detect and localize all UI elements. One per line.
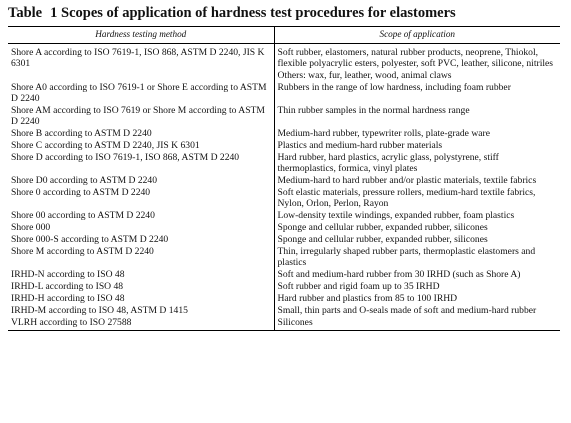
table-row bbox=[8, 305, 560, 317]
table-title-label: Table bbox=[8, 5, 43, 21]
table-row bbox=[8, 210, 560, 222]
method-cell: Shore AM according to ISO 7619 or Shore M according to ASTM D 2240 bbox=[11, 105, 265, 127]
method-cell: IRHD-H according to ISO 48 bbox=[11, 293, 125, 304]
table-row bbox=[8, 152, 560, 175]
scope-cell: Thin rubber samples in the normal hardness range bbox=[274, 105, 560, 128]
table-row bbox=[8, 82, 560, 105]
method-cell: Shore D0 according to ASTM D 2240 bbox=[11, 175, 158, 186]
table-row bbox=[8, 222, 560, 234]
table-row bbox=[8, 70, 560, 82]
scope-cell: Hard rubber, hard plastics, acrylic glass, polystyrene, stiff thermoplastics, formica, vinyl plates bbox=[274, 152, 560, 175]
table-row bbox=[8, 269, 560, 281]
scope-cell: Hard rubber and plastics from 85 to 100 IRHD bbox=[274, 293, 560, 305]
scope-cell: Medium-hard to hard rubber and/or plastic materials, textile fabrics bbox=[274, 175, 560, 187]
table-row bbox=[8, 281, 560, 293]
scope-cell: Soft elastic materials, pressure rollers, medium-hard textile fabrics, Nylon, Orlon, Perlon, Rayon bbox=[274, 187, 560, 210]
scope-cell: Sponge and cellular rubber, expanded rubber, silicones bbox=[274, 222, 560, 234]
column-header-scope: Scope of application bbox=[274, 27, 560, 44]
table-row bbox=[8, 140, 560, 152]
table-row bbox=[8, 317, 560, 331]
method-cell: IRHD-N according to ISO 48 bbox=[11, 269, 125, 280]
table-row bbox=[8, 175, 560, 187]
scope-cell: Small, thin parts and O-seals made of soft and medium-hard rubber bbox=[274, 305, 560, 317]
scope-cell: Thin, irregularly shaped rubber parts, thermoplastic elastomers and plastics bbox=[274, 246, 560, 269]
column-header-method: Hardness testing method bbox=[8, 27, 274, 44]
table-title bbox=[4, 4, 567, 26]
table-row bbox=[8, 128, 560, 140]
scope-cell: Soft rubber, elastomers, natural rubber products, neoprene, Thiokol, flexible polyacrylic esters, polyester, soft PVC, leather, silicone, nitriles bbox=[274, 44, 560, 70]
scope-cell: Low-density textile windings, expanded rubber, foam plastics bbox=[274, 210, 560, 222]
method-cell: Shore 000 bbox=[11, 222, 51, 233]
scope-cell: Others: wax, fur, leather, wood, animal claws bbox=[274, 70, 560, 82]
method-cell: IRHD-L according to ISO 48 bbox=[11, 281, 124, 292]
method-cell: Shore B according to ASTM D 2240 bbox=[11, 128, 152, 139]
table-row bbox=[8, 187, 560, 210]
method-cell: Shore A according to ISO 7619-1, ISO 868, ASTM D 2240, JIS K 6301 bbox=[11, 47, 265, 69]
table-row bbox=[8, 246, 560, 269]
scope-cell: Soft and medium-hard rubber from 30 IRHD (such as Shore A) bbox=[274, 269, 560, 281]
scope-cell: Silicones bbox=[274, 317, 560, 331]
method-cell: Shore A0 according to ISO 7619-1 or Shore E according to ASTM D 2240 bbox=[11, 82, 267, 104]
table-row bbox=[8, 293, 560, 305]
scope-cell: Rubbers in the range of low hardness, including foam rubber bbox=[274, 82, 560, 105]
method-cell: Shore D according to ISO 7619-1, ISO 868, ASTM D 2240 bbox=[11, 152, 240, 163]
table-row bbox=[8, 105, 560, 128]
method-cell: Shore 0 according to ASTM D 2240 bbox=[11, 187, 151, 198]
method-cell bbox=[8, 70, 274, 82]
scope-cell: Medium-hard rubber, typewriter rolls, plate-grade ware bbox=[274, 128, 560, 140]
table-title-text: 1 Scopes of application of hardness test procedures for elastomers bbox=[50, 5, 456, 21]
hardness-methods-table bbox=[8, 26, 560, 331]
method-cell: Shore M according to ASTM D 2240 bbox=[11, 246, 154, 257]
table-row bbox=[8, 44, 560, 70]
method-cell: Shore 00 according to ASTM D 2240 bbox=[11, 210, 155, 221]
scope-cell: Plastics and medium-hard rubber materials bbox=[274, 140, 560, 152]
scope-cell: Sponge and cellular rubber, expanded rubber, silicones bbox=[274, 234, 560, 246]
scope-cell: Soft rubber and rigid foam up to 35 IRHD bbox=[274, 281, 560, 293]
table-row bbox=[8, 234, 560, 246]
method-cell: IRHD-M according to ISO 48, ASTM D 1415 bbox=[11, 305, 188, 316]
method-cell: VLRH according to ISO 27588 bbox=[8, 317, 274, 331]
table-header-row bbox=[8, 27, 560, 44]
method-cell: Shore C according to ASTM D 2240, JIS K 6301 bbox=[11, 140, 200, 151]
method-cell: Shore 000-S according to ASTM D 2240 bbox=[11, 234, 169, 245]
